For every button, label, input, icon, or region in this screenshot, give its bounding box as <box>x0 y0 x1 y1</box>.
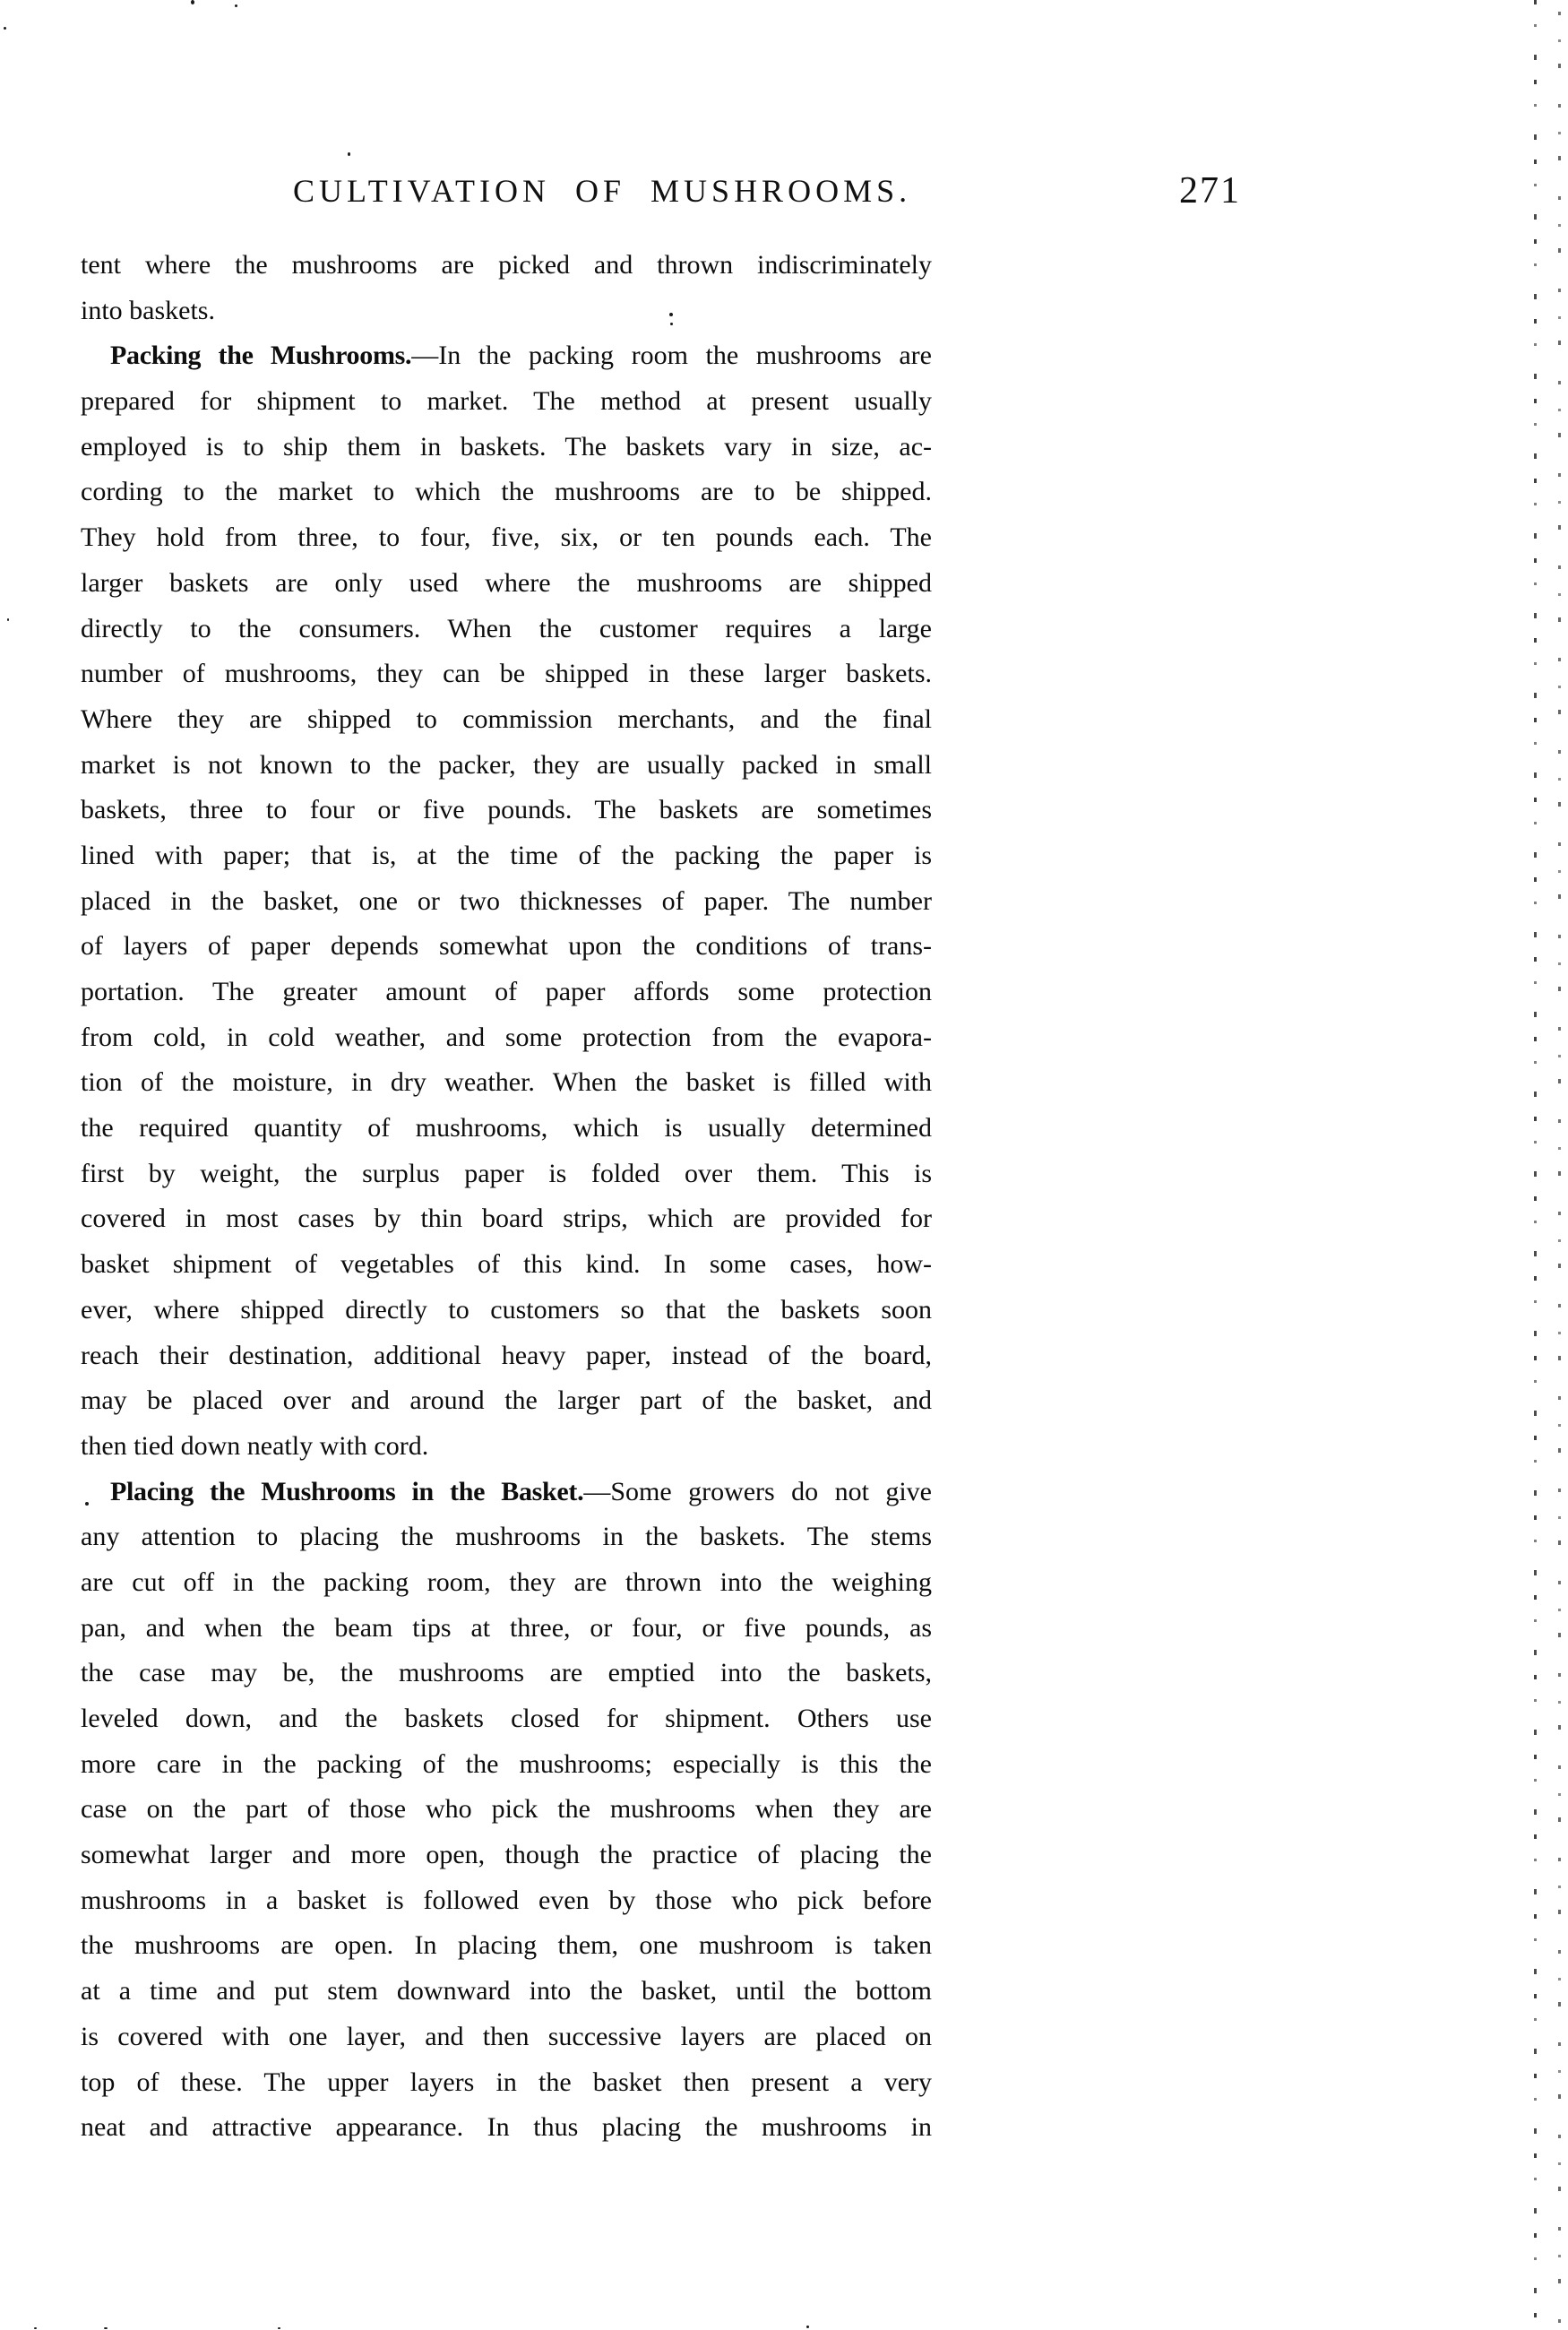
text-line: case on the part of those who pick the mushrooms when they are <box>81 1794 932 1825</box>
scan-noise-column <box>1534 0 1537 2330</box>
text-line: at a time and put stem downward into the basket, until the bottom <box>81 1976 932 2006</box>
text-line: then tied down neatly with cord. <box>81 1430 429 1461</box>
text-line: of layers of paper depends somewhat upon the conditions of trans- <box>81 931 932 962</box>
scan-speck <box>7 618 9 621</box>
scan-speck <box>348 152 350 156</box>
scan-speck <box>34 2327 37 2329</box>
text-line: is covered with one layer, and then successive layers are placed on <box>81 2021 932 2051</box>
text-line: first by weight, the surplus paper is folded over them. This is <box>81 1158 932 1188</box>
text-line: reach their destination, additional heavy paper, instead of the board, <box>81 1340 932 1370</box>
text-line: the mushrooms are open. In placing them, one mushroom is taken <box>81 1930 932 1961</box>
text-line: somewhat larger and more open, though the practice of placing the <box>81 1840 932 1870</box>
paragraph-heading: Placing the Mushrooms in the Basket. <box>110 1476 584 1506</box>
paragraph-start-line <box>81 333 932 379</box>
text-line: mushrooms in a basket is followed even by those who pick before <box>81 1885 932 1915</box>
text-line: neat and attractive appearance. In thus placing the mushrooms in <box>81 2112 932 2143</box>
scan-speck <box>4 27 6 30</box>
scan-speck <box>235 4 237 7</box>
text-line: pan, and when the beam tips at three, or four, or five pounds, as <box>81 1612 932 1643</box>
scan-speck <box>806 2326 809 2328</box>
text-line: the case may be, the mushrooms are emptied into the baskets, <box>81 1658 932 1688</box>
text-line: cording to the market to which the mushrooms are to be shipped. <box>81 477 932 507</box>
text-line: ever, where shipped directly to customers so that the baskets soon <box>81 1294 932 1325</box>
paragraph-heading-rest: —In the packing room the mushrooms are <box>411 341 932 371</box>
text-line: larger baskets are only used where the mushrooms are shipped <box>81 567 932 598</box>
paragraph-start-line <box>81 1470 932 1515</box>
running-title: CULTIVATION OF MUSHROOMS. <box>293 173 912 209</box>
text-line: baskets, three to four or five pounds. The baskets are sometimes <box>81 795 932 825</box>
body-text <box>81 243 932 2151</box>
text-line: placed in the basket, one or two thicknesses of paper. The number <box>81 885 932 916</box>
text-line: directly to the consumers. When the customer requires a large <box>81 613 932 643</box>
text-line: market is not known to the packer, they are usually packed in small <box>81 749 932 780</box>
text-line: top of these. The upper layers in the basket then present a very <box>81 2067 932 2097</box>
text-line: the required quantity of mushrooms, which is usually determined <box>81 1113 932 1143</box>
text-line: lined with paper; that is, at the time of the packing the paper is <box>81 840 932 870</box>
text-line: number of mushrooms, they can be shipped in these larger baskets. <box>81 659 932 689</box>
text-line: tent where the mushrooms are picked and thrown indiscriminately <box>81 250 932 280</box>
text-line: any attention to placing the mushrooms in the baskets. The stems <box>81 1522 932 1552</box>
text-line: more care in the packing of the mushrooms; especially is this the <box>81 1748 932 1779</box>
text-line: are cut off in the packing room, they are thrown into the weighing <box>81 1566 932 1597</box>
text-line: tion of the moisture, in dry weather. When the basket is filled with <box>81 1067 932 1098</box>
scan-speck <box>191 0 194 4</box>
page-number: 271 <box>1179 170 1241 211</box>
text-line: may be placed over and around the larger part of the basket, and <box>81 1385 932 1416</box>
scan-noise-column <box>1558 0 1561 2330</box>
text-line: Where they are shipped to commission merchants, and the final <box>81 703 932 734</box>
text-line: into baskets. <box>81 295 215 325</box>
text-line: from cold, in cold weather, and some protection from the evapora- <box>81 1022 932 1052</box>
paragraph-heading-rest: —Some growers do not give <box>583 1476 932 1506</box>
paragraph-heading: Packing the Mushrooms. <box>110 341 412 371</box>
text-line: portation. The greater amount of paper affords some protection <box>81 977 932 1006</box>
text-line: basket shipment of vegetables of this kind. In some cases, how- <box>81 1249 932 1280</box>
text-line: covered in most cases by thin board strips, which are provided for <box>81 1204 932 1234</box>
text-line: employed is to ship them in baskets. The baskets vary in size, ac- <box>81 431 932 462</box>
scan-speck <box>104 2327 108 2329</box>
text-line: They hold from three, to four, five, six, or ten pounds each. The <box>81 522 932 553</box>
text-line: prepared for shipment to market. The method at present usually <box>81 386 932 417</box>
scan-speck <box>278 2327 280 2329</box>
text-line: leveled down, and the baskets closed for shipment. Others use <box>81 1704 932 1733</box>
